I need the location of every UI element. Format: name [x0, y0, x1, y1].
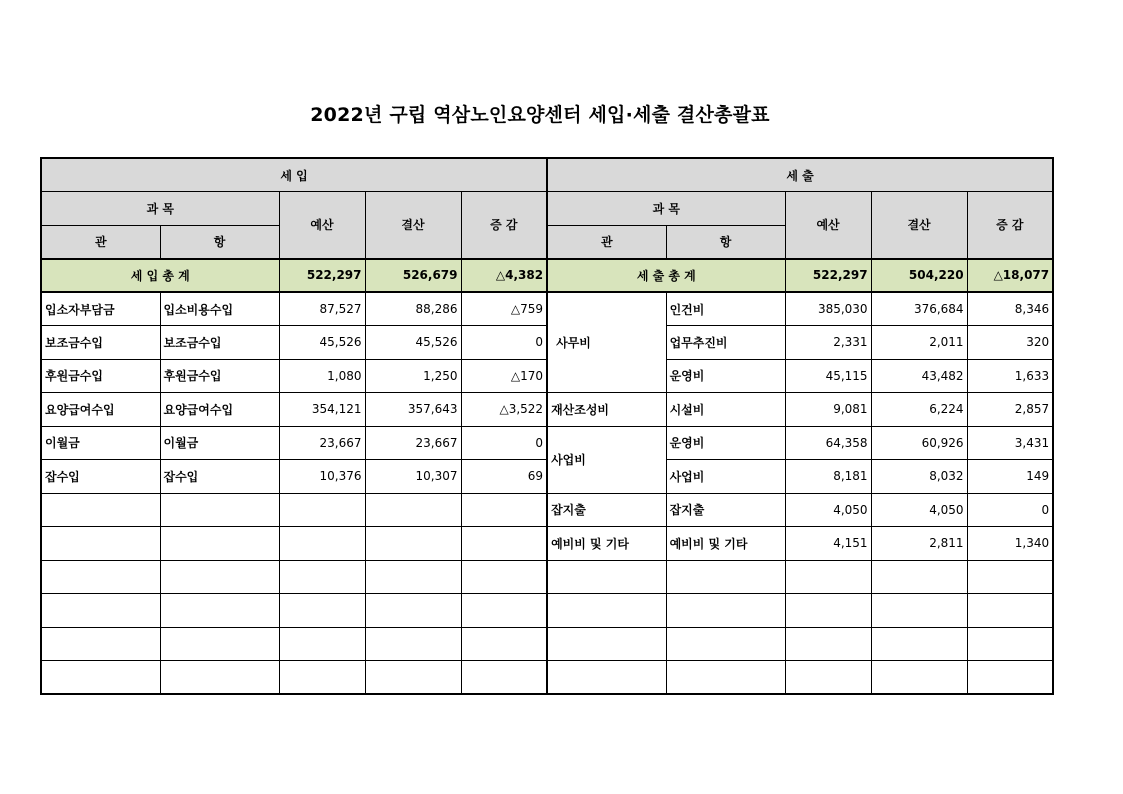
empty-cell	[967, 627, 1053, 661]
income-hang-cell: 입소비용수입	[160, 292, 279, 326]
empty-cell	[160, 560, 279, 594]
expense-settlement-cell: 2,811	[871, 527, 967, 561]
expense-header: 세 출	[547, 158, 1053, 192]
empty-cell	[785, 661, 871, 695]
income-change-cell: 0	[461, 426, 547, 460]
expense-gwan-cell: 사무비	[547, 292, 666, 393]
empty-cell	[160, 527, 279, 561]
empty-cell	[279, 594, 365, 628]
empty-cell	[160, 661, 279, 695]
empty-cell	[41, 527, 160, 561]
expense-settlement-cell: 2,011	[871, 326, 967, 360]
empty-cell	[871, 560, 967, 594]
empty-cell	[365, 594, 461, 628]
expense-change-header: 증 감	[967, 192, 1053, 259]
empty-cell	[547, 661, 666, 695]
income-budget-cell: 354,121	[279, 393, 365, 427]
empty-cell	[967, 594, 1053, 628]
expense-hang-cell: 사업비	[666, 460, 785, 494]
expense-budget-cell: 45,115	[785, 359, 871, 393]
empty-cell	[967, 560, 1053, 594]
income-budget-cell: 23,667	[279, 426, 365, 460]
empty-cell	[461, 560, 547, 594]
income-hang-cell: 후원금수입	[160, 359, 279, 393]
document-title: 2022년 구립 역삼노인요양센터 세입·세출 결산총괄표	[310, 104, 770, 126]
empty-cell	[41, 627, 160, 661]
empty-cell	[41, 594, 160, 628]
income-gwan-cell: 잡수입	[41, 460, 160, 494]
expense-gwan-cell: 재산조성비	[547, 393, 666, 427]
expense-hang-cell: 운영비	[666, 426, 785, 460]
income-budget-cell: 1,080	[279, 359, 365, 393]
expense-hang-cell: 운영비	[666, 359, 785, 393]
income-gwan-header: 관	[41, 225, 160, 259]
expense-gwan-header: 관	[547, 225, 666, 259]
empty-cell	[41, 493, 160, 527]
table-row	[41, 393, 1053, 427]
table-row	[41, 661, 1053, 695]
income-total-budget: 522,297	[279, 259, 365, 293]
income-settlement-cell: 10,307	[365, 460, 461, 494]
empty-cell	[461, 594, 547, 628]
expense-change-cell: 2,857	[967, 393, 1053, 427]
expense-total-label: 세 출 총 계	[547, 259, 785, 293]
expense-hang-cell: 시설비	[666, 393, 785, 427]
income-hang-header: 항	[160, 225, 279, 259]
income-settlement-cell: 23,667	[365, 426, 461, 460]
table-row	[41, 292, 1053, 326]
expense-hang-cell: 업무추진비	[666, 326, 785, 360]
empty-cell	[365, 527, 461, 561]
income-hang-cell: 요양급여수입	[160, 393, 279, 427]
empty-cell	[365, 627, 461, 661]
income-gwan-cell: 요양급여수입	[41, 393, 160, 427]
empty-cell	[666, 627, 785, 661]
expense-budget-cell: 2,331	[785, 326, 871, 360]
empty-cell	[279, 560, 365, 594]
expense-budget-cell: 4,151	[785, 527, 871, 561]
income-change-cell: △3,522	[461, 393, 547, 427]
expense-total-settlement: 504,220	[871, 259, 967, 293]
empty-cell	[41, 661, 160, 695]
expense-total-budget: 522,297	[785, 259, 871, 293]
empty-cell	[871, 594, 967, 628]
income-hang-cell: 잡수입	[160, 460, 279, 494]
empty-cell	[365, 661, 461, 695]
income-gwan-cell: 입소자부담금	[41, 292, 160, 326]
income-subject-header: 과 목	[41, 192, 279, 226]
income-total-change: △4,382	[461, 259, 547, 293]
expense-total-change: △18,077	[967, 259, 1053, 293]
income-change-cell: 69	[461, 460, 547, 494]
empty-cell	[547, 594, 666, 628]
expense-hang-cell: 예비비 및 기타	[666, 527, 785, 561]
table-row	[41, 594, 1053, 628]
empty-cell	[461, 527, 547, 561]
expense-budget-cell: 64,358	[785, 426, 871, 460]
expense-settlement-cell: 6,224	[871, 393, 967, 427]
expense-hang-header: 항	[666, 225, 785, 259]
income-settlement-cell: 357,643	[365, 393, 461, 427]
income-total-label: 세 입 총 계	[41, 259, 279, 293]
income-settlement-cell: 88,286	[365, 292, 461, 326]
income-budget-cell: 10,376	[279, 460, 365, 494]
expense-settlement-cell: 4,050	[871, 493, 967, 527]
empty-cell	[279, 627, 365, 661]
expense-budget-cell: 4,050	[785, 493, 871, 527]
empty-cell	[365, 493, 461, 527]
expense-settlement-cell: 376,684	[871, 292, 967, 326]
empty-cell	[666, 560, 785, 594]
income-gwan-cell: 보조금수입	[41, 326, 160, 360]
empty-cell	[279, 493, 365, 527]
expense-hang-cell: 잡지출	[666, 493, 785, 527]
expense-change-cell: 8,346	[967, 292, 1053, 326]
settlement-table	[40, 157, 1054, 695]
empty-cell	[461, 661, 547, 695]
income-change-cell: △170	[461, 359, 547, 393]
expense-hang-cell: 인건비	[666, 292, 785, 326]
expense-change-cell: 320	[967, 326, 1053, 360]
empty-cell	[547, 560, 666, 594]
expense-settlement-cell: 43,482	[871, 359, 967, 393]
expense-budget-cell: 9,081	[785, 393, 871, 427]
expense-change-cell: 0	[967, 493, 1053, 527]
empty-cell	[871, 627, 967, 661]
empty-cell	[279, 661, 365, 695]
empty-cell	[279, 527, 365, 561]
table-row	[41, 627, 1053, 661]
table-row	[41, 527, 1053, 561]
empty-cell	[785, 594, 871, 628]
empty-cell	[160, 493, 279, 527]
income-change-cell: △759	[461, 292, 547, 326]
table-row	[41, 426, 1053, 460]
expense-budget-cell: 8,181	[785, 460, 871, 494]
empty-cell	[871, 661, 967, 695]
income-header: 세 입	[41, 158, 547, 192]
expense-change-cell: 149	[967, 460, 1053, 494]
income-settlement-cell: 45,526	[365, 326, 461, 360]
empty-cell	[365, 560, 461, 594]
empty-cell	[967, 661, 1053, 695]
empty-cell	[160, 627, 279, 661]
income-gwan-cell: 후원금수입	[41, 359, 160, 393]
expense-settlement-cell: 8,032	[871, 460, 967, 494]
income-settlement-header: 결산	[365, 192, 461, 259]
expense-budget-header: 예산	[785, 192, 871, 259]
expense-gwan-cell: 잡지출	[547, 493, 666, 527]
expense-settlement-header: 결산	[871, 192, 967, 259]
expense-gwan-cell: 예비비 및 기타	[547, 527, 666, 561]
expense-gwan-cell: 사업비	[547, 426, 666, 493]
empty-cell	[666, 661, 785, 695]
income-budget-header: 예산	[279, 192, 365, 259]
expense-settlement-cell: 60,926	[871, 426, 967, 460]
empty-cell	[547, 627, 666, 661]
expense-subject-header: 과 목	[547, 192, 785, 226]
expense-budget-cell: 385,030	[785, 292, 871, 326]
empty-cell	[461, 493, 547, 527]
income-budget-cell: 45,526	[279, 326, 365, 360]
income-gwan-cell: 이월금	[41, 426, 160, 460]
empty-cell	[785, 627, 871, 661]
income-hang-cell: 이월금	[160, 426, 279, 460]
expense-change-cell: 1,633	[967, 359, 1053, 393]
income-total-settlement: 526,679	[365, 259, 461, 293]
income-hang-cell: 보조금수입	[160, 326, 279, 360]
empty-cell	[461, 627, 547, 661]
table-row	[41, 560, 1053, 594]
empty-cell	[41, 560, 160, 594]
income-change-cell: 0	[461, 326, 547, 360]
income-budget-cell: 87,527	[279, 292, 365, 326]
empty-cell	[785, 560, 871, 594]
expense-change-cell: 3,431	[967, 426, 1053, 460]
income-change-header: 증 감	[461, 192, 547, 259]
expense-change-cell: 1,340	[967, 527, 1053, 561]
income-settlement-cell: 1,250	[365, 359, 461, 393]
table-row	[41, 493, 1053, 527]
empty-cell	[666, 594, 785, 628]
empty-cell	[160, 594, 279, 628]
